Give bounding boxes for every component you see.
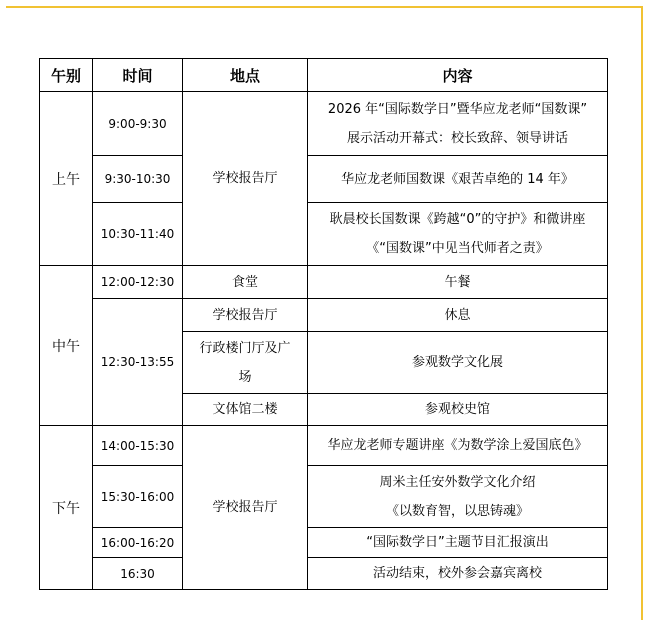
- time-cell: 14:00-15:30: [93, 426, 183, 466]
- content-line: 参观数学文化展: [411, 355, 503, 370]
- table-row: [40, 466, 608, 528]
- place-morning: 学校报告厅: [183, 92, 308, 266]
- content-cell: [308, 332, 608, 394]
- content-cell: [308, 92, 608, 156]
- time-cell: 16:30: [93, 558, 183, 590]
- time-cell: 12:00-12:30: [93, 266, 183, 299]
- content-cell: [308, 266, 608, 299]
- content-line: 活动结束，校外参会嘉宾离校: [372, 566, 542, 581]
- time-cell: 9:00-9:30: [93, 92, 183, 156]
- content-line: 午餐: [444, 274, 471, 290]
- time-cell: 10:30-11:40: [93, 203, 183, 266]
- table-row: [40, 299, 608, 332]
- table-row: [40, 156, 608, 203]
- period-noon: 中午: [40, 266, 93, 426]
- content-line: 参观校史馆: [424, 402, 490, 417]
- header-time: 时间: [93, 59, 183, 92]
- content-line: 2026 年“国际数学日”暨华应龙老师“国数课”: [327, 101, 588, 117]
- content-line: 《以数育智，以思铸魂》: [385, 503, 529, 519]
- content-line: 展示活动开幕式：校长致辞、领导讲话: [346, 130, 568, 146]
- header-content: 内容: [308, 59, 608, 92]
- place-line: 行政楼门厅及广: [199, 340, 291, 356]
- table-row: [40, 426, 608, 466]
- content-cell: [308, 466, 608, 528]
- content-cell: [308, 426, 608, 466]
- time-cell: 15:30-16:00: [93, 466, 183, 528]
- place-cell: 学校报告厅: [183, 299, 308, 332]
- content-line: “国际数学日”主题节目汇报演出: [366, 535, 549, 550]
- place-cell: 食堂: [183, 266, 308, 299]
- table-row: [40, 266, 608, 299]
- period-morning: 上午: [40, 92, 93, 266]
- content-line: 耿晨校长国数课《跨越“0”的守护》和微讲座: [329, 212, 586, 227]
- content-cell: [308, 528, 608, 558]
- content-line: 休息: [444, 307, 471, 323]
- time-cell: 9:30-10:30: [93, 156, 183, 203]
- place-line: 场: [238, 369, 252, 385]
- content-line: 《“国数课”中见当代师者之责》: [366, 241, 549, 256]
- content-cell: [308, 558, 608, 590]
- place-afternoon: 学校报告厅: [183, 426, 308, 590]
- table-row: [40, 92, 608, 156]
- header-row: [40, 59, 608, 92]
- table-row: [40, 528, 608, 558]
- content-cell: [308, 394, 608, 426]
- table-row: [40, 203, 608, 266]
- schedule-table: [39, 58, 608, 590]
- content-cell: [308, 299, 608, 332]
- place-cell: [183, 332, 308, 394]
- content-line: 华应龙老师专题讲座《为数学涂上爱国底色》: [327, 438, 588, 453]
- content-line: 周米主任安外数学文化介绍: [379, 474, 536, 490]
- content-line: 华应龙老师国数课《艰苦卓绝的 14 年》: [341, 171, 574, 187]
- table-row: [40, 558, 608, 590]
- content-cell: [308, 203, 608, 266]
- header-period: 午别: [40, 59, 93, 92]
- time-cell: 12:30-13:55: [93, 299, 183, 426]
- place-cell: 文体馆二楼: [183, 394, 308, 426]
- content-cell: [308, 156, 608, 203]
- header-place: 地点: [183, 59, 308, 92]
- time-cell: 16:00-16:20: [93, 528, 183, 558]
- period-afternoon: 下午: [40, 426, 93, 590]
